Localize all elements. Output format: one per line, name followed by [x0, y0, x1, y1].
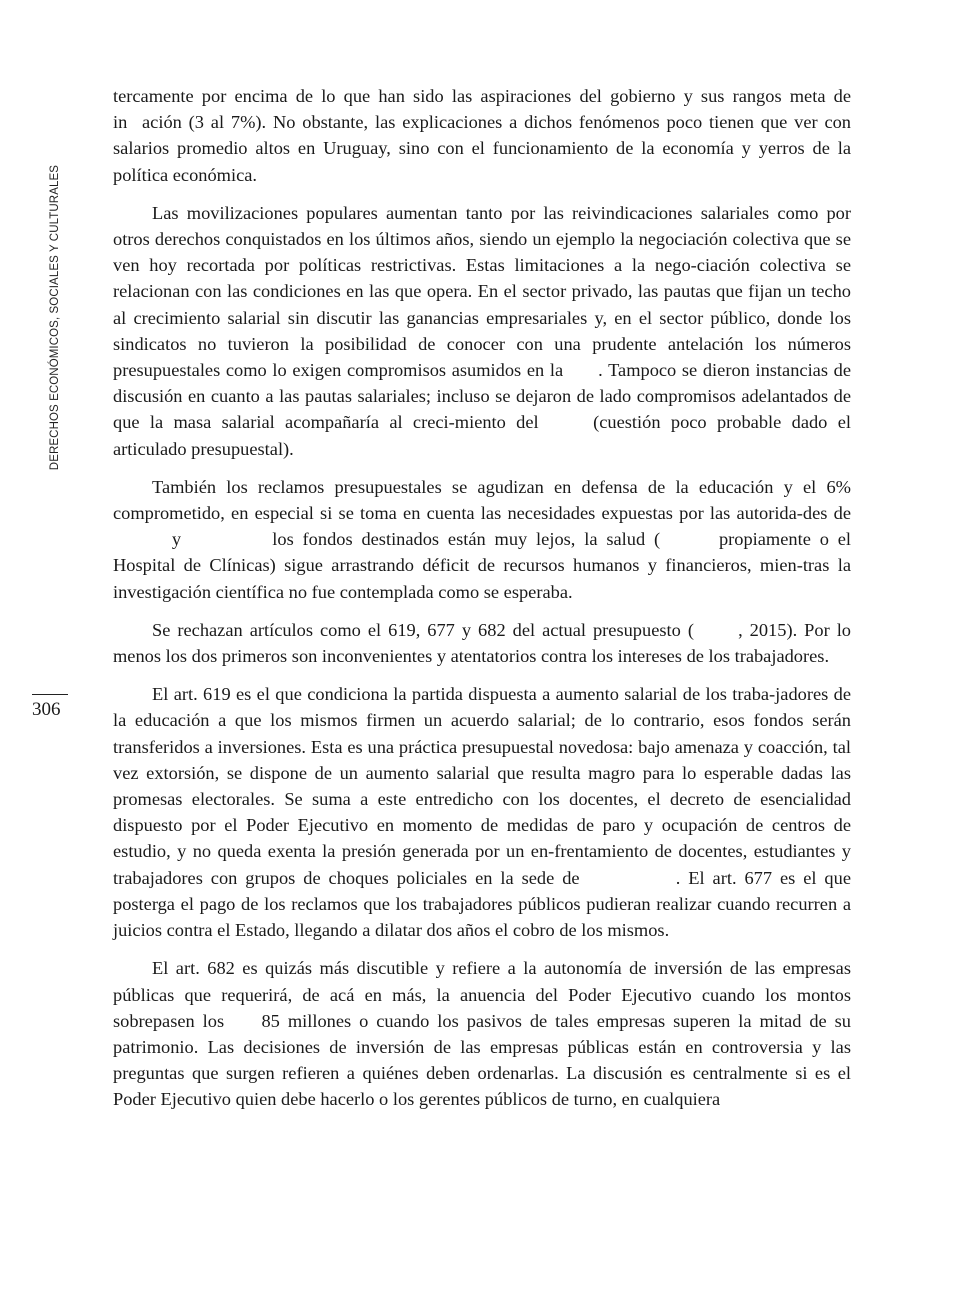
running-header-vertical: DERECHOS ECONÓMICOS, SOCIALES Y CULTURALES [49, 165, 61, 471]
paragraph: Se rechazan artículos como el 619, 677 y 682 del actual presupuesto (, 2015). Por lo menos los dos primeros son inconvenientes y atentatorios contra los intereses de los trabajadores. [113, 619, 851, 667]
paragraph-continuation: tercamente por encima de lo que han sido las aspiraciones del gobierno y sus rangos meta de inación (3 al 7%). No obstante, las explicaciones a dichos fenómenos poco tienen que ver con salarios promedio altos en Uruguay, sino con el funcionamiento de la economía y yerros de la política económica. [113, 86, 851, 185]
paragraph: Las movilizaciones populares aumentan tanto por las reivindicaciones salariales como por otros derechos conquistados en los últimos años, siendo un ejemplo la negociación colectiva que se ven hoy recortada por políticas restrictivas. Estas limitaciones a la nego-ciación colectiva se relacionan con las condiciones en las que opera. En el sector privado, las pautas que fijan un techo al crecimiento salarial sin discutir las ganancias empresariales y, en el sector público, donde los sindicatos no tuvieron la posibilidad de conocer con una prudente antelación los números presupuestales como lo exigen compromisos asumidos en la . Tampoco se dieron instancias de discusión en cuanto a las pautas salariales; incluso se dejaron de lado compromisos adelantados de que la masa salarial acompañaría al creci-miento del (cuestión poco probable dado el articulado presupuestal). [113, 202, 851, 459]
page-number: 306 [32, 699, 61, 720]
paragraph: También los reclamos presupuestales se agudizan en defensa de la educación y el 6% comprometido, en especial si se toma en cuenta las necesidades expuestas por las autorida-des de y  los fondos destinados están muy lejos, la salud (propiamente o el Hospital de Clínicas) sigue arrastrando déficit de recursos humanos y financieros, mien-tras la investigación científica no fue contemplada como se esperaba. [113, 476, 851, 602]
paragraph: El art. 619 es el que condiciona la partida dispuesta a aumento salarial de los traba-jadores de la educación a que los mismos firmen un acuerdo salarial; de lo contrario, esos fondos serán transferidos a inversiones. Esta es una práctica presupuestal novedosa: bajo amenaza y coacción, tal vez extorsión, se dispone de un aumento salarial que resulta magro para lo esperable dadas las promesas electorales. Se suma a este entredicho con los docentes, el decreto de esencialidad dispuesto por el Poder Ejecutivo en momento de medidas de paro y ocupación de centros de estudio, y no queda exenta la presión generada por un en-frentamiento de docentes, estudiantes y trabajadores con grupos de choques policiales en la sede de . El art. 677 es el que posterga el pago de los reclamos que los trabajadores públicos pudieran realizar cuando recurren a juicios contra el Estado, llegando a dilatar dos años el cobro de los mismos. [113, 684, 851, 941]
paragraph: El art. 682 es quizás más discutible y refiere a la autonomía de inversión de las empresas públicas que requerirá, de acá en más, la anuencia del Poder Ejecutivo cuando los montos sobrepasen los 85 millones o cuando los pasivos de tales empresas superen la mitad de su patrimonio. Las decisiones de inversión de las empresas públicas están en controversia y las preguntas que surgen refieren a quiénes deben ordenarlas. La discusión es centralmente si es el Poder Ejecutivo quien debe hacerlo o los gerentes públicos de turno, en cualquiera [113, 958, 851, 1110]
body-text [113, 83, 851, 1125]
page-number-rule [32, 694, 68, 695]
